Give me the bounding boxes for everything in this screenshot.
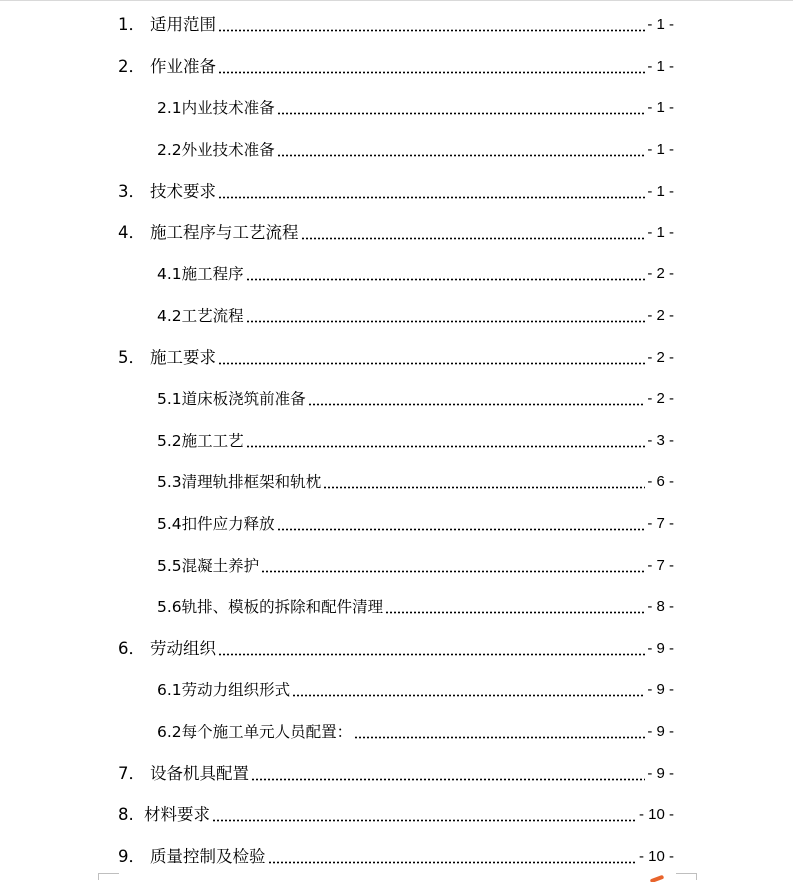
toc-dot-leader [323, 471, 645, 489]
toc-title: 作业准备 [150, 57, 216, 76]
toc-page-number: - 9 - [647, 765, 674, 782]
toc-title: 设备机具配置 [150, 764, 249, 783]
toc-dot-leader [268, 846, 637, 864]
toc-number: 1． [118, 15, 145, 34]
toc-title: 适用范围 [150, 15, 216, 34]
toc-entry-5-4[interactable] [157, 512, 674, 536]
cursor-mark-icon [650, 875, 665, 882]
toc-number: 9． [118, 847, 145, 866]
toc-dot-leader [218, 14, 645, 32]
toc-dot-leader [212, 804, 637, 822]
toc-dot-leader [277, 513, 646, 531]
toc-entry-6-2[interactable] [157, 720, 674, 744]
toc-entry-9[interactable] [118, 845, 674, 869]
toc-title: 施工工艺 [181, 432, 244, 450]
toc-dot-leader [218, 56, 645, 74]
toc-number: 4． [118, 223, 145, 242]
toc-entry-7[interactable] [118, 762, 674, 786]
toc-number: 7． [118, 764, 145, 783]
toc-title: 道床板浇筑前准备 [181, 390, 306, 408]
toc-number: 8. [118, 805, 134, 824]
toc-title: 工艺流程 [181, 307, 244, 325]
toc-entry-5[interactable] [118, 346, 674, 370]
toc-dot-leader [277, 139, 646, 157]
toc-entry-4[interactable] [118, 221, 674, 245]
toc-title: 混凝土养护 [181, 557, 260, 575]
toc-dot-leader [277, 97, 646, 115]
toc-entry-6-1[interactable] [157, 678, 674, 702]
toc-entry-8[interactable] [118, 803, 674, 827]
toc-title: 材料要求 [144, 805, 210, 824]
toc-number: 5.5 [157, 557, 182, 575]
toc-entry-5-2[interactable] [157, 429, 674, 453]
toc-number: 4.1 [157, 265, 182, 283]
toc-entry-2[interactable] [118, 55, 674, 79]
toc-entry-5-3[interactable] [157, 470, 674, 494]
toc-dot-leader [292, 679, 645, 697]
toc-page-number: - 7 - [647, 515, 674, 532]
toc-page-number: - 1 - [647, 183, 674, 200]
toc-page-number: - 3 - [647, 432, 674, 449]
toc-page-number: - 9 - [647, 723, 674, 740]
toc-title: 每个施工单元人员配置： [181, 723, 353, 741]
toc-title: 外业技术准备 [181, 141, 275, 159]
toc-page-number: - 1 - [647, 16, 674, 33]
toc-title: 施工程序与工艺流程 [150, 223, 299, 242]
toc-dot-leader [218, 181, 645, 199]
toc-entry-4-2[interactable] [157, 304, 674, 328]
toc-entry-6[interactable] [118, 637, 674, 661]
toc-title: 清理轨排框架和轨枕 [181, 473, 322, 491]
toc-title: 轨排、模板的拆除和配件清理 [181, 598, 384, 616]
toc-page-number: - 6 - [647, 473, 674, 490]
toc-page-number: - 7 - [647, 557, 674, 574]
toc-entry-3[interactable] [118, 180, 674, 204]
toc-dot-leader [354, 721, 645, 739]
toc-title: 劳动力组织形式 [181, 681, 291, 699]
toc-title: 扣件应力释放 [181, 515, 275, 533]
toc-number: 5.1 [157, 390, 182, 408]
toc-number: 5.4 [157, 515, 182, 533]
toc-title: 内业技术准备 [181, 99, 275, 117]
toc-title: 施工要求 [150, 348, 216, 367]
toc-page-number: - 1 - [647, 224, 674, 241]
toc-page-number: - 8 - [647, 598, 674, 615]
page-corner-mark-left [98, 873, 119, 880]
toc-entry-4-1[interactable] [157, 262, 674, 286]
toc-entry-2-2[interactable] [157, 138, 674, 162]
toc-entry-1[interactable] [118, 13, 674, 37]
toc-number: 5． [118, 348, 145, 367]
toc-page-number: - 2 - [647, 307, 674, 324]
toc-page-number: - 9 - [647, 681, 674, 698]
toc-number: 2． [118, 57, 145, 76]
toc-number: 5.2 [157, 432, 182, 450]
toc-number: 2.2 [157, 141, 182, 159]
toc-dot-leader [246, 430, 646, 448]
toc-dot-leader [218, 347, 645, 365]
toc-page-number: - 1 - [647, 99, 674, 116]
toc-page-number: - 1 - [647, 58, 674, 75]
toc-page-number: - 2 - [647, 265, 674, 282]
toc-number: 6.2 [157, 723, 182, 741]
toc-number: 6． [118, 639, 145, 658]
toc-dot-leader [246, 263, 646, 281]
toc-title: 劳动组织 [150, 639, 216, 658]
page-corner-mark-right [676, 873, 697, 880]
toc-dot-leader [246, 305, 646, 323]
toc-number: 6.1 [157, 681, 182, 699]
toc-number: 4.2 [157, 307, 182, 325]
toc-page-number: - 10 - [638, 806, 674, 823]
toc-number: 5.3 [157, 473, 182, 491]
toc-dot-leader [385, 596, 645, 614]
toc-page-number: - 9 - [647, 640, 674, 657]
toc-title: 技术要求 [150, 182, 216, 201]
toc-page-number: - 2 - [647, 390, 674, 407]
toc-page-number: - 1 - [647, 141, 674, 158]
toc-number: 5.6 [157, 598, 182, 616]
toc-number: 3． [118, 182, 145, 201]
toc-dot-leader [301, 222, 646, 240]
toc-page-number: - 10 - [638, 848, 674, 865]
toc-number: 2.1 [157, 99, 182, 117]
toc-title: 质量控制及检验 [150, 847, 266, 866]
toc-entry-5-5[interactable] [157, 554, 674, 578]
toc-dot-leader [308, 388, 646, 406]
toc-entry-5-6[interactable] [157, 595, 674, 619]
toc-title: 施工程序 [181, 265, 244, 283]
toc-entry-5-1[interactable] [157, 387, 674, 411]
toc-page-number: - 2 - [647, 349, 674, 366]
toc-dot-leader [251, 763, 645, 781]
toc-dot-leader [218, 638, 645, 656]
toc-dot-leader [261, 555, 645, 573]
toc-entry-2-1[interactable] [157, 96, 674, 120]
